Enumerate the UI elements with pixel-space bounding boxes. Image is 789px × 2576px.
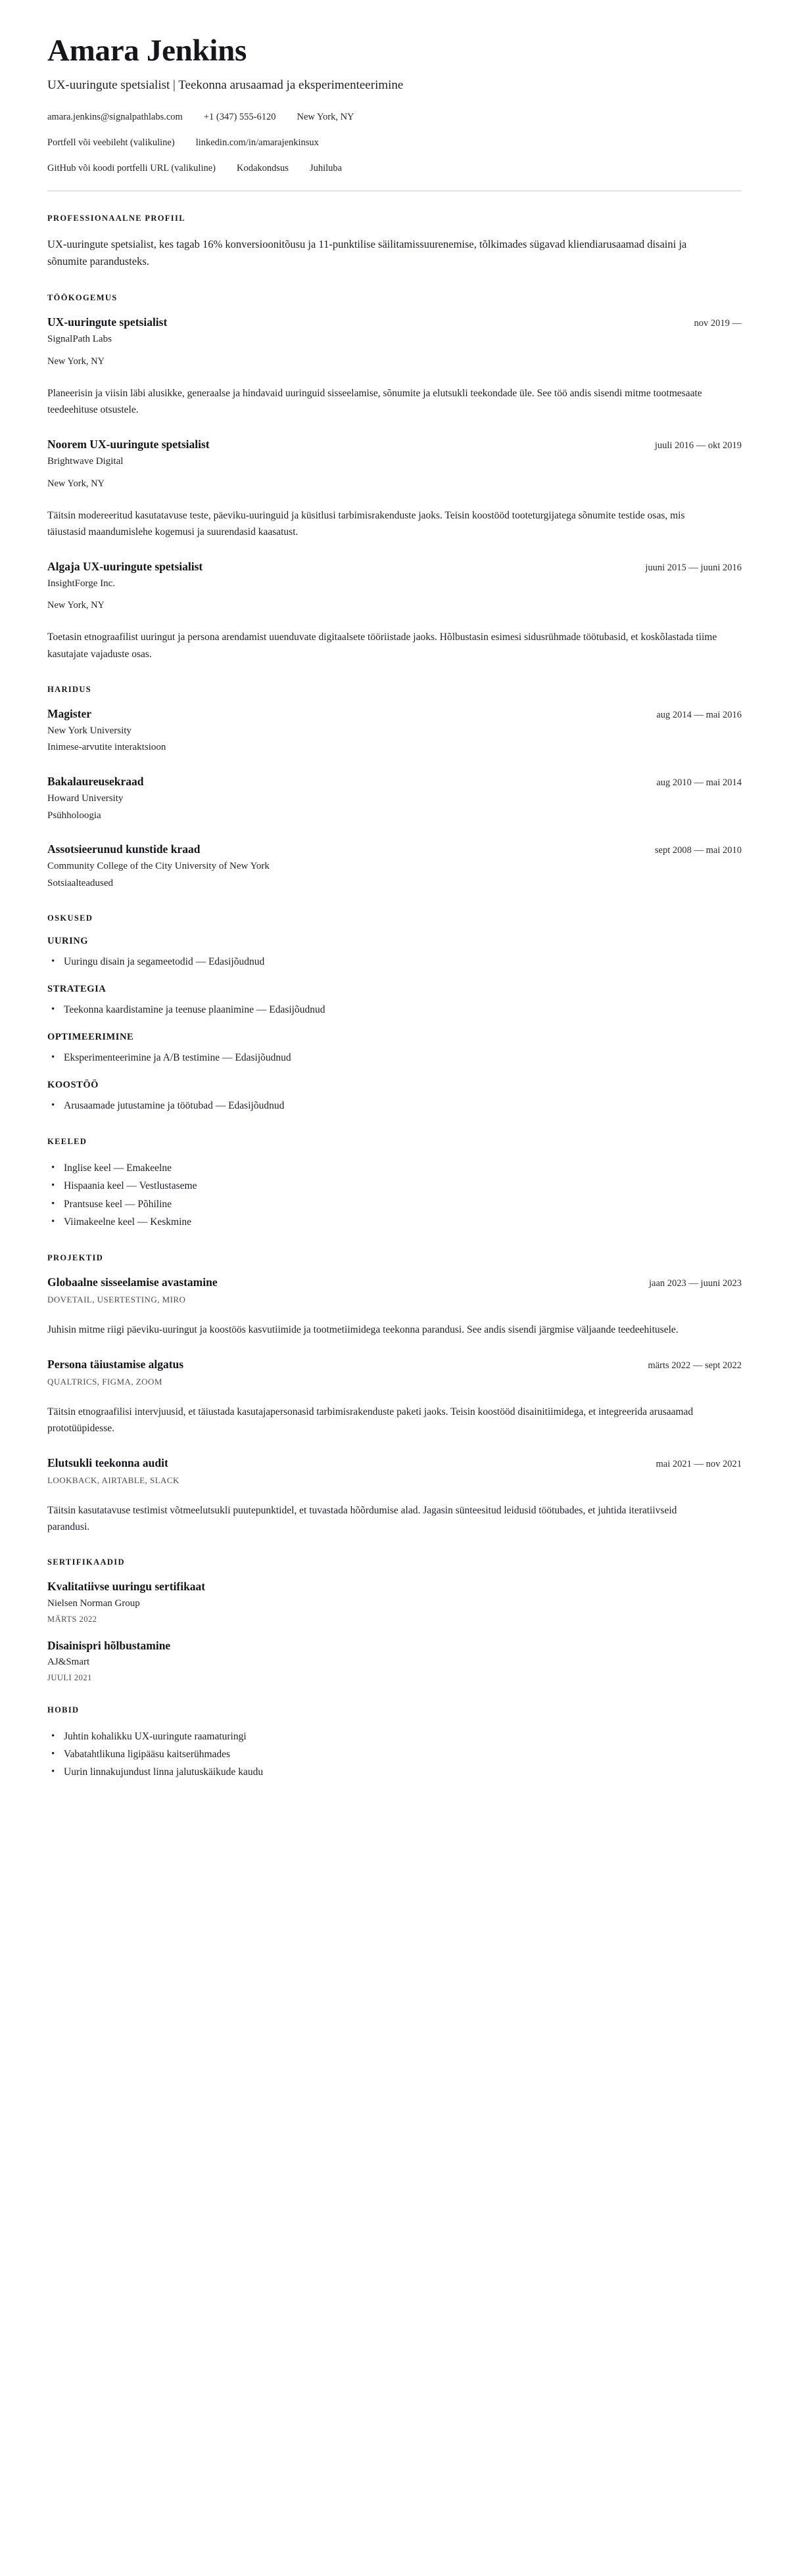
section-title-languages: KEELED: [47, 1137, 87, 1147]
skill-group: [47, 1032, 742, 1067]
profile-summary-text: UX-uuringute spetsialist, kes tagab 16% konversioonitõusu ja 11-punktilise säilitamissuurenemise, tõlkimades sügavad kliendiarusaamad disaini ja sõnumite parandusteks.: [47, 237, 687, 268]
degree-date-range: sept 2008 — mai 2010: [654, 845, 742, 856]
section-title-profile: PROFESSIONAALNE PROFIIL: [47, 213, 185, 223]
job-company: InsightForge Inc.: [47, 578, 116, 589]
project-tools: QUALTRICS, FIGMA, ZOOM: [47, 1376, 162, 1387]
degree-name: Assotsieerunud kunstide kraad: [47, 842, 201, 856]
job-location: New York, NY: [47, 478, 105, 489]
education-entry-head: [47, 775, 742, 789]
certification-issuer: AJ&Smart: [47, 1657, 90, 1668]
resume-header: [47, 34, 742, 176]
section-title-education: HARIDUS: [47, 684, 92, 694]
section-languages: [47, 1137, 742, 1231]
language-item: • Hispaania keel — Vestlustaseme: [47, 1177, 742, 1195]
language-item: • Prantsuse keel — Põhiline: [47, 1195, 742, 1213]
experience-entry: [47, 560, 742, 662]
candidate-name: Amara Jenkins: [47, 34, 247, 68]
job-role: Algaja UX-uuringute spetsialist: [47, 559, 203, 573]
job-date-range: juuni 2015 — juuni 2016: [645, 562, 742, 573]
degree-name: Bakalaureusekraad: [47, 775, 144, 789]
job-date-range: juuli 2016 — okt 2019: [654, 440, 742, 451]
school-name: Community College of the City University of New York: [47, 861, 270, 872]
project-entry-head: [47, 1276, 742, 1290]
job-location: New York, NY: [47, 600, 105, 611]
skill-category-label: OPTIMEERIMINE: [47, 1032, 134, 1043]
certification-date: JUULI 2021: [47, 1673, 92, 1683]
job-role: UX-uuringute spetsialist: [47, 315, 168, 329]
experience-entry: [47, 315, 742, 418]
hobby-item: • Uurin linnakujundust linna jalutuskäikude kaudu: [47, 1763, 742, 1781]
skill-item: • Arusaamade jutustamine ja töötubad — Edasijõudnud: [47, 1097, 742, 1115]
skill-group: [47, 936, 742, 971]
section-hobbies: [47, 1705, 742, 1781]
section-title-experience: TÖÖKOGEMUS: [47, 293, 118, 303]
certification-issuer: Nielsen Norman Group: [47, 1598, 140, 1609]
language-list: [47, 1159, 742, 1231]
experience-entry: [47, 438, 742, 540]
section-title-certifications: SERTIFIKAADID: [47, 1557, 125, 1567]
school-name: New York University: [47, 725, 132, 736]
project-date-range: mai 2021 — nov 2021: [656, 1458, 742, 1469]
skill-category-label: STRATEGIA: [47, 983, 107, 994]
degree-name: Magister: [47, 706, 92, 720]
contact-citizenship: Kodakondsus: [237, 162, 289, 173]
contact-line-tertiary: [47, 162, 742, 176]
job-role: Noorem UX-uuringute spetsialist: [47, 437, 210, 451]
section-education: [47, 685, 742, 891]
field-of-study: Inimese-arvutite interaktsioon: [47, 742, 166, 753]
skill-list: [47, 1097, 742, 1115]
job-location: New York, NY: [47, 356, 105, 367]
project-description: Juhisin mitme riigi päeviku-uuringut ja koostöös kasvutiimide ja tootmetiimidega teekonna parandusi. See andis sisendi järgmise väljaande teedeehitusele.: [47, 1323, 679, 1335]
section-professional-profile: [47, 214, 742, 271]
contact-phone[interactable]: +1 (347) 555-6120: [203, 112, 276, 123]
contact-drivers-license: Juhiluba: [309, 162, 343, 173]
field-of-study: Sotsiaalteadused: [47, 878, 113, 889]
project-tools: LOOKBACK, AIRTABLE, SLACK: [47, 1475, 179, 1485]
contact-email[interactable]: amara.jenkins@signalpathlabs.com: [47, 112, 183, 123]
skill-category-label: UURING: [47, 935, 89, 946]
skill-list: [47, 1049, 742, 1067]
school-name: Howard University: [47, 793, 124, 804]
education-entry: [47, 842, 742, 890]
section-certifications: [47, 1557, 742, 1683]
section-title-skills: OSKUSED: [47, 913, 93, 923]
skill-item: • Uuringu disain ja segameetodid — Edasijõudnud: [47, 953, 742, 971]
project-date-range: jaan 2023 — juuni 2023: [649, 1277, 742, 1289]
project-description: Täitsin kasutatavuse testimist võtmeelutsukli puutepunktidel, et tuvastada hõõrdumise alad. Jagasin sünteesitud leidusid töötubades, et juhtida iteratiivseid parandusi.: [47, 1504, 677, 1532]
project-entry: [47, 1456, 742, 1535]
job-description: Planeerisin ja viisin läbi alusikke, generaalse ja hindavaid uuringuid sisseelamise, sõnumite ja elutsukli teekondade üle. See töö andis sisendi mitme tootmesaate teedeehituse otsustele.: [47, 387, 702, 415]
skill-category-label: KOOSTÖÖ: [47, 1080, 99, 1091]
contact-github[interactable]: GitHub või koodi portfelli URL (valikuline): [47, 162, 216, 173]
project-name: Globaalne sisseelamise avastamine: [47, 1275, 218, 1289]
experience-entry-head: [47, 438, 742, 452]
experience-entry-head: [47, 560, 742, 574]
certification-date: MÄRTS 2022: [47, 1614, 97, 1624]
job-description: Täitsin modereeritud kasutatavuse teste, päeviku-uuringuid ja küsitlusi tarbimisrakenduste jaoks. Teisin koostööd tooteturgijatega sõnumite testide osas, mis täiustasid maandumislehe kogemusi ja suurendasid kaasatust.: [47, 509, 685, 538]
certification-entry: [47, 1580, 742, 1624]
project-description: Täitsin etnograafilisi intervjuusid, et täiustada kasutajapersonasid tarbimisrakenduste paketi jaoks. Teisin koostööd disainitiimidega, et integreerida arusaamad prototüüpidesse.: [47, 1406, 694, 1434]
project-entry: [47, 1276, 742, 1338]
education-entry: [47, 707, 742, 755]
degree-date-range: aug 2010 — mai 2014: [656, 777, 742, 789]
certification-name: Disainispri hõlbustamine: [47, 1638, 171, 1652]
language-item: • Inglise keel — Emakeelne: [47, 1159, 742, 1177]
project-tools: DOVETAIL, USERTESTING, MIRO: [47, 1294, 186, 1304]
project-entry-head: [47, 1358, 742, 1372]
experience-entry-head: [47, 315, 742, 330]
project-date-range: märts 2022 — sept 2022: [648, 1360, 742, 1371]
contact-location: New York, NY: [297, 112, 354, 123]
hobby-item: • Vabatahtlikuna ligipääsu kaitserühmades: [47, 1745, 742, 1763]
project-entry-head: [47, 1456, 742, 1471]
section-skills: [47, 913, 742, 1115]
candidate-headline: UX-uuringute spetsialist | Teekonna arusaamad ja eksperimenteerimine: [47, 78, 404, 92]
skill-list: [47, 1001, 742, 1019]
education-entry-head: [47, 842, 742, 857]
contact-portfolio[interactable]: Portfell või veebileht (valikuline): [47, 137, 175, 149]
skill-list: [47, 953, 742, 971]
degree-date-range: aug 2014 — mai 2016: [656, 709, 742, 720]
project-entry: [47, 1358, 742, 1437]
job-date-range: nov 2019 —: [694, 318, 742, 329]
contact-line-secondary: [47, 136, 742, 150]
hobby-list: [47, 1728, 742, 1781]
job-company: Brightwave Digital: [47, 455, 124, 467]
section-title-hobbies: HOBID: [47, 1705, 80, 1715]
education-entry: [47, 775, 742, 823]
section-projects: [47, 1253, 742, 1535]
contact-line-primary: [47, 110, 742, 125]
hobby-item: • Juhtin kohalikku UX-uuringute raamaturingi: [47, 1728, 742, 1745]
certification-name: Kvalitatiivse uuringu sertifikaat: [47, 1579, 206, 1593]
skill-group: [47, 1080, 742, 1115]
section-title-projects: PROJEKTID: [47, 1253, 104, 1262]
skill-item: • Eksperimenteerimine ja A/B testimine — Edasijõudnud: [47, 1049, 742, 1067]
section-experience: [47, 293, 742, 662]
language-item: • Viimakeelne keel — Keskmine: [47, 1213, 742, 1231]
education-entry-head: [47, 707, 742, 722]
skill-item: • Teekonna kaardistamine ja teenuse plaanimine — Edasijõudnud: [47, 1001, 742, 1019]
contact-linkedin[interactable]: linkedin.com/in/amarajenkinsux: [195, 137, 319, 149]
job-company: SignalPath Labs: [47, 333, 112, 344]
job-description: Toetasin etnograafilist uuringut ja persona arendamist uuenduvate digitaalsete tööriistade jaoks. Hõlbustasin esimesi sidusrühmade töötubasid, et koskõlastada tiime kasutajate vajaduste osas.: [47, 632, 717, 660]
field-of-study: Psühholoogia: [47, 810, 101, 821]
project-name: Persona täiustamise algatus: [47, 1357, 184, 1371]
project-name: Elutsukli teekonna audit: [47, 1456, 168, 1469]
certification-entry: [47, 1639, 742, 1684]
skill-group: [47, 984, 742, 1019]
